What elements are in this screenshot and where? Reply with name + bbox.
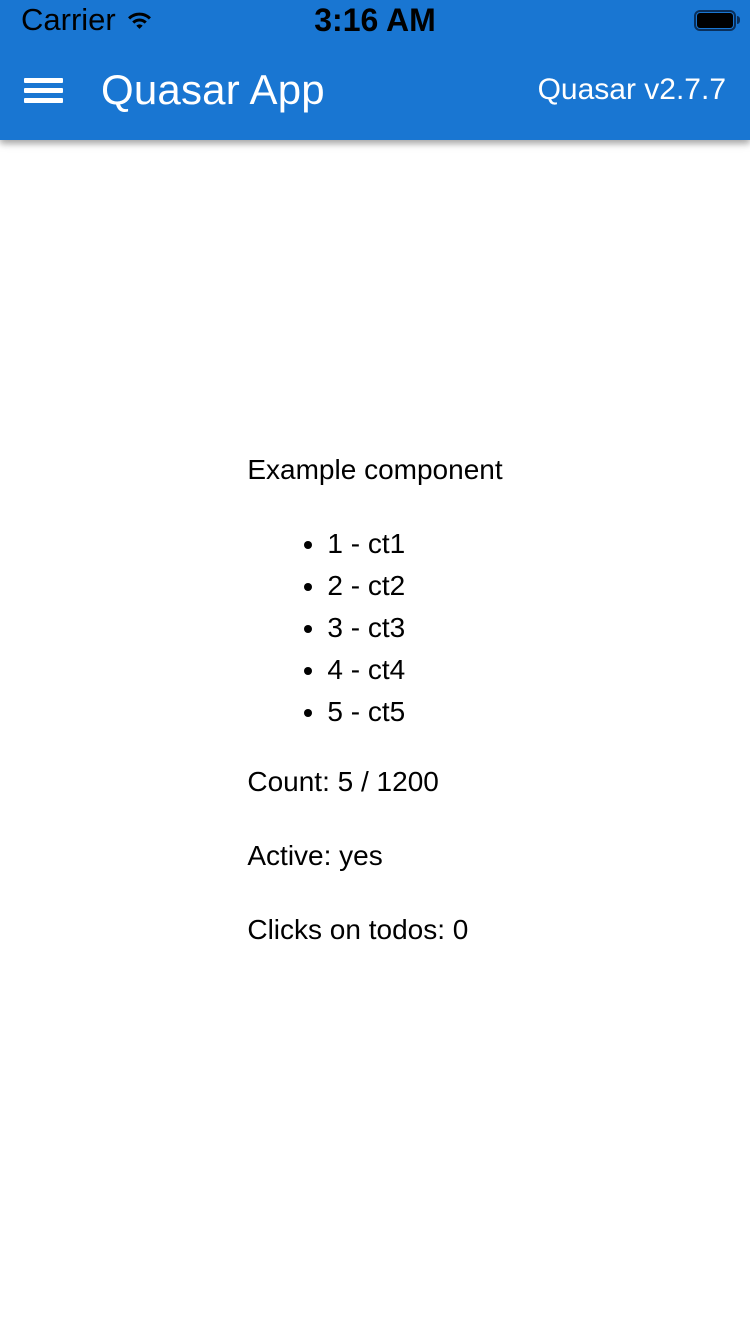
carrier-label: Carrier [21, 2, 116, 37]
todo-item[interactable]: • 1 - ct1 [327, 523, 502, 565]
version-label: Quasar v2.7.7 [537, 73, 726, 106]
todo-list [247, 523, 502, 733]
todo-item[interactable]: • 3 - ct3 [327, 607, 502, 649]
hamburger-menu-icon [24, 78, 63, 103]
count-text: Count: 5 / 1200 [247, 766, 439, 797]
todo-item[interactable]: • 2 - ct2 [327, 565, 502, 607]
clicks-text: Clicks on todos: 0 [247, 914, 469, 945]
todo-item[interactable]: • 5 - ct5 [327, 691, 502, 733]
battery-full-icon [694, 10, 740, 31]
app-title: Quasar App [101, 66, 325, 113]
status-bar-time: 3:16 AM [314, 1, 436, 38]
app-header [0, 0, 750, 140]
page-content [0, 140, 750, 1334]
component-title: Example component [247, 454, 503, 485]
status-bar [0, 0, 750, 40]
example-component [247, 449, 502, 951]
active-text: Active: yes [247, 840, 383, 871]
toolbar [0, 40, 750, 140]
status-bar-right [694, 10, 740, 31]
menu-button[interactable] [8, 55, 78, 125]
todo-item[interactable]: • 4 - ct4 [327, 649, 502, 691]
